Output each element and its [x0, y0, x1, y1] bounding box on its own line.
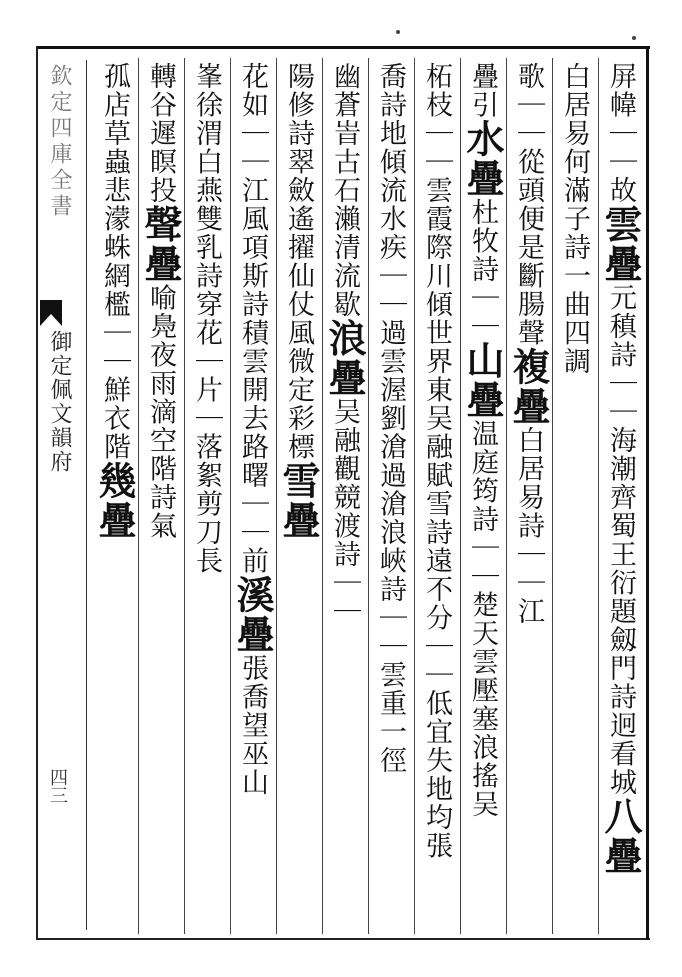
- text-column-1: 屏幃｜｜故雲疊元稹詩｜｜海潮齊蜀王衍題劔門詩迥看城八疊: [598, 62, 643, 876]
- page-frame-top: [36, 46, 650, 49]
- column-rule: [368, 58, 369, 934]
- column-rule: [230, 58, 231, 934]
- column-rule: [552, 58, 553, 934]
- margin-top-fragment: 欽定四庫全書: [47, 64, 72, 220]
- column-rule: [506, 58, 507, 934]
- page-number: 四三: [47, 768, 68, 804]
- fishtail-mark-icon: [38, 300, 64, 326]
- text-column-2: 白居易何滿子詩一曲四調: [559, 62, 590, 376]
- page-frame-right: [646, 46, 649, 940]
- text-column-6: 喬詩地傾流水疾｜｜過雲渥劉滄過滄浪峽詩｜｜雲重一徑: [375, 62, 406, 775]
- text-column-7: 幽蒼峕古石瀨清流歇浪疊吴融觀競渡詩｜｜: [322, 62, 367, 626]
- page-inner-rule: [86, 60, 87, 930]
- page-frame-left: [36, 46, 38, 940]
- ink-speck: [396, 30, 400, 34]
- ink-speck: [632, 36, 636, 40]
- column-rule: [138, 58, 139, 934]
- column-rule: [414, 58, 415, 934]
- page-frame-bottom: [36, 938, 650, 940]
- text-column-9: 花如｜｜江風項斯詩積雲開去路曙｜｜前溪疊張喬望巫山: [230, 62, 275, 797]
- column-rule: [184, 58, 185, 934]
- margin-book-title: 御定佩文韻府: [47, 330, 72, 474]
- text-column-4: 疊引水疊杜牧詩｜｜山疊温庭筠詩｜｜楚天雲壓塞浪搖吴: [460, 62, 505, 819]
- text-column-8: 陽修詩翠斂遙擢仙仗風微定彩標雪疊: [276, 62, 321, 540]
- text-column-5: 柘枝｜｜雲霞際川傾世界東吴融賦雪詩遠不分｜｜低宜失地均張: [421, 62, 452, 860]
- text-column-11: 轉谷遲瞑投聲疊喻鳧夜雨滴空階詩氣: [138, 62, 183, 540]
- column-rule: [322, 58, 323, 934]
- text-column-10: 峯徐渭白燕雙乳詩穿花｜片｜落絮剪刀長: [191, 62, 222, 575]
- text-column-3: 歌｜｜從頭便是斷腸聲複疊白居易詩｜｜江: [506, 62, 551, 626]
- text-column-12: 孤店草蟲悲濛蛛網檻｜｜鮮衣階幾疊: [92, 62, 137, 540]
